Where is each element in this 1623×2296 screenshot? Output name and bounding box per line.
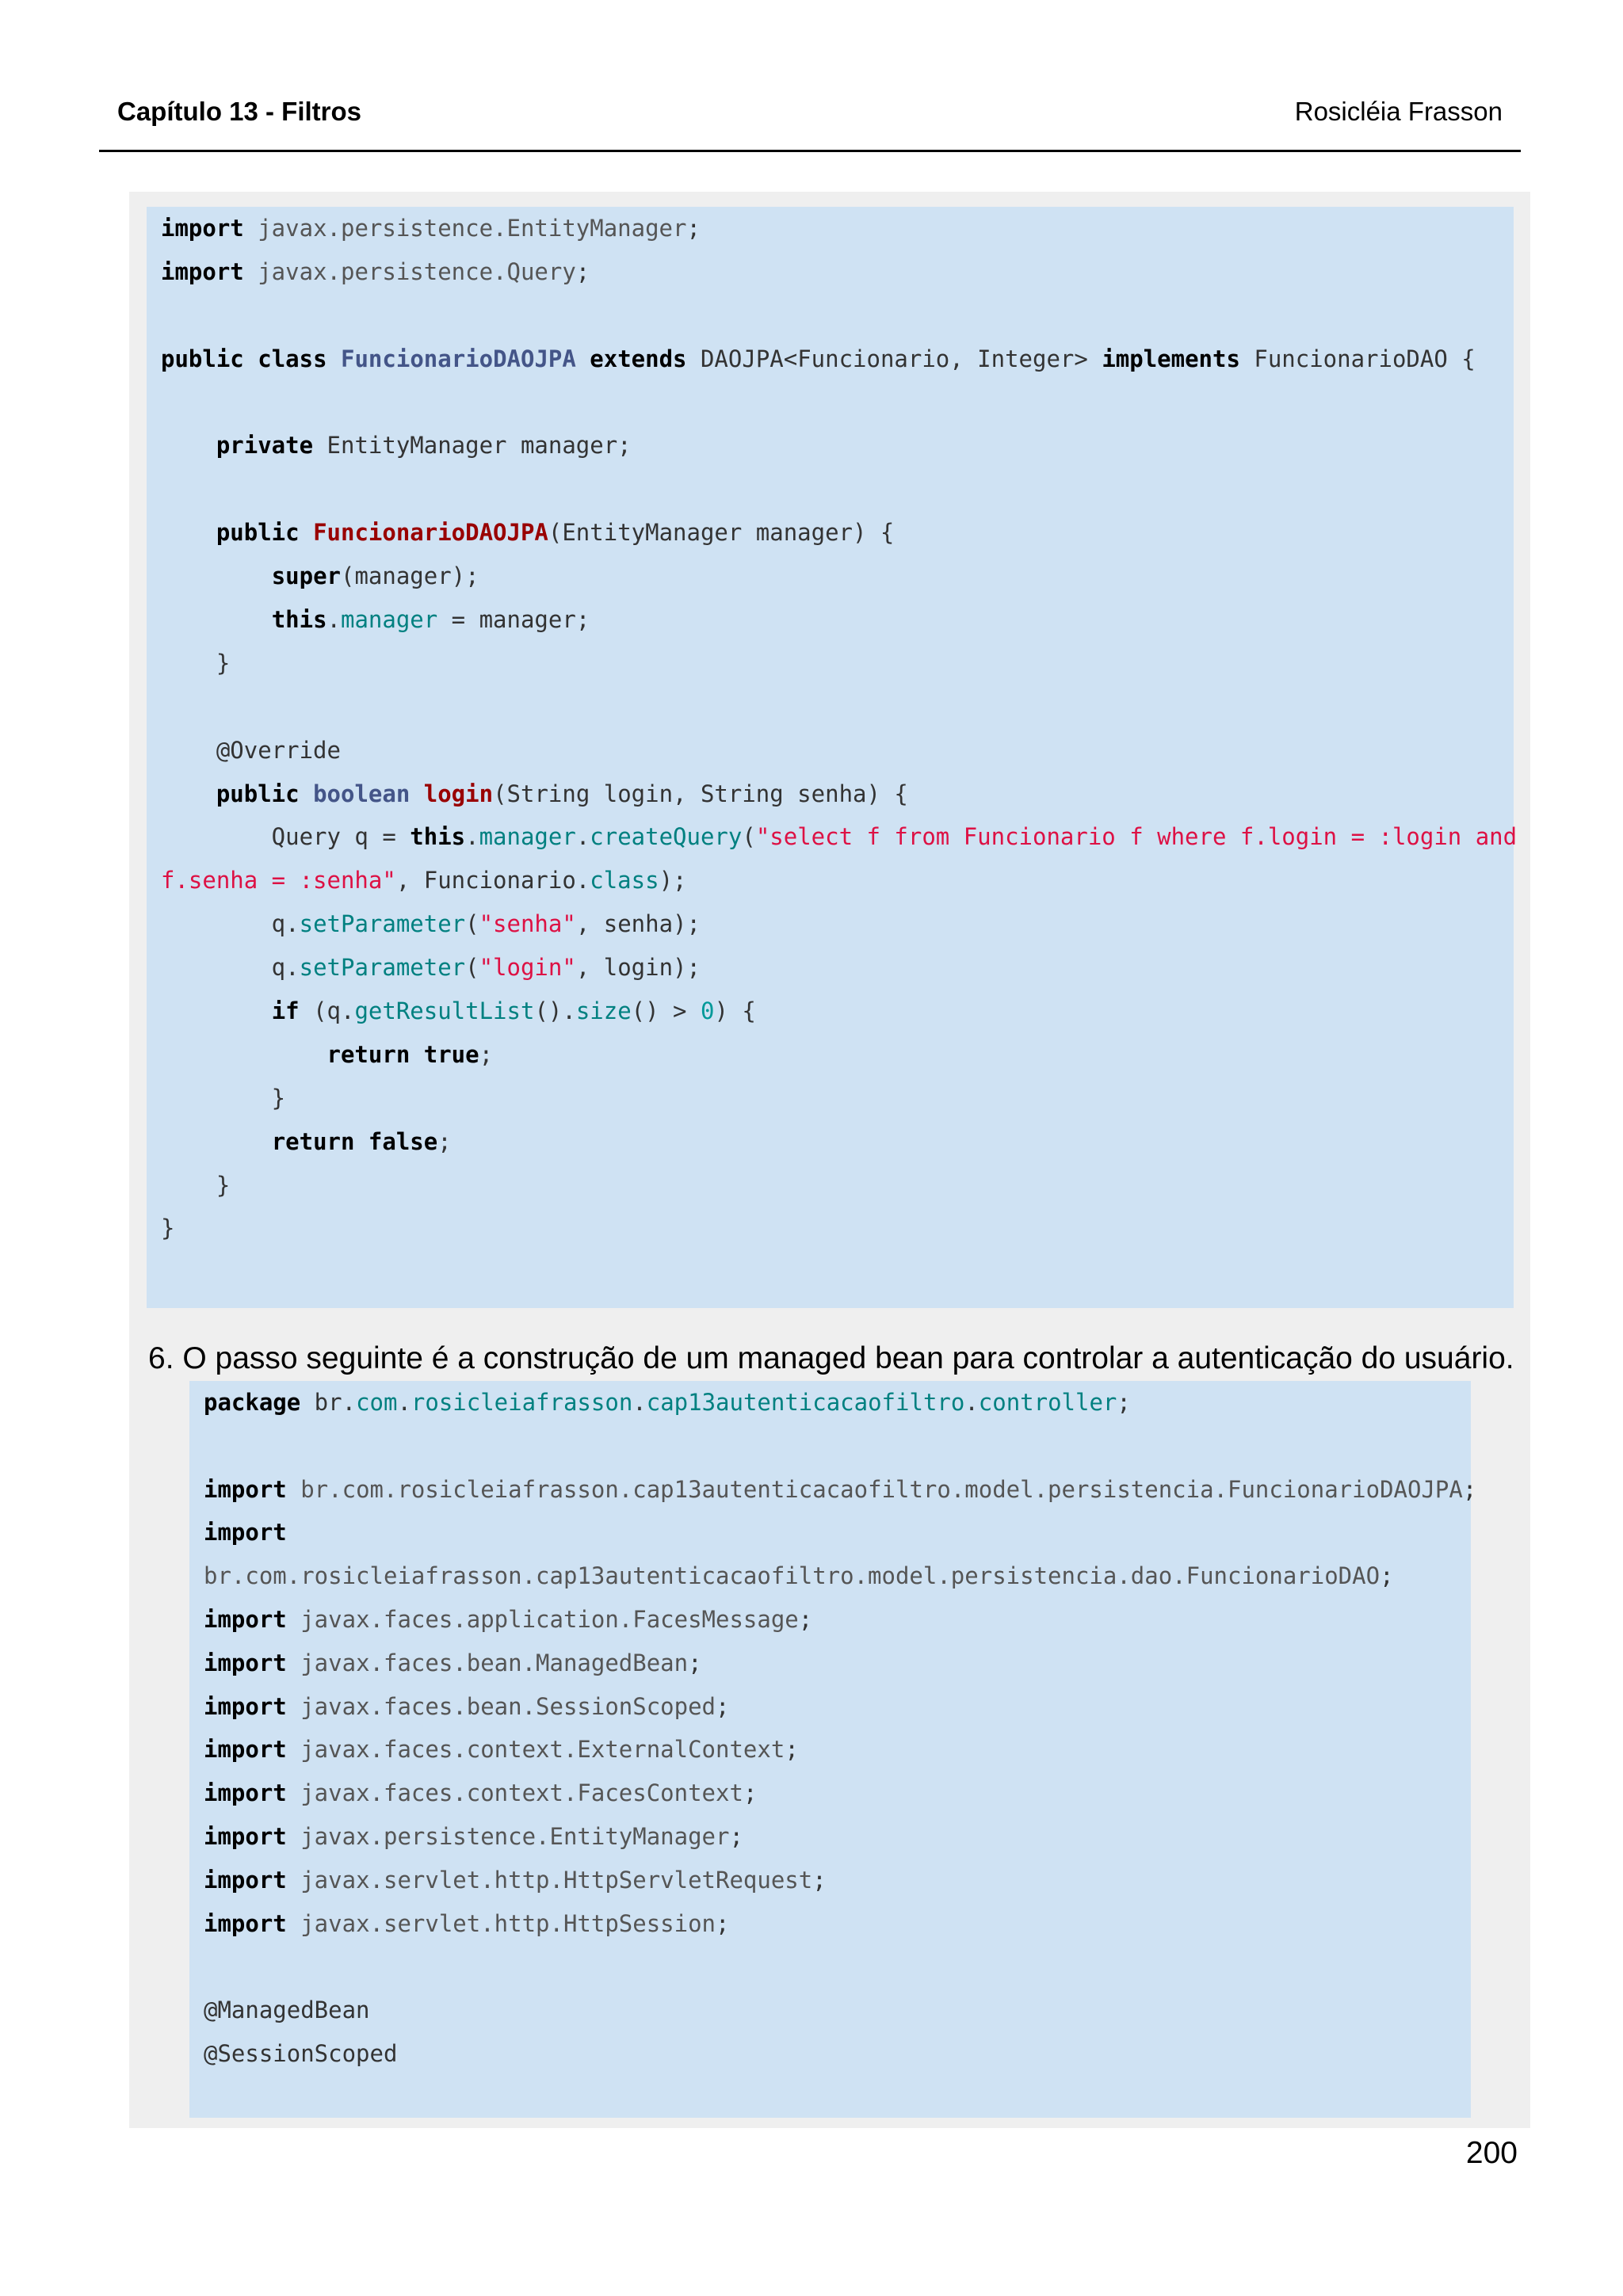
chapter-title: Capítulo 13 - Filtros [117,97,362,126]
code-token: ; [686,215,701,242]
page-number: 200 [1465,2136,1518,2170]
code-token: extends [590,345,687,372]
code-token: javax.servlet.http.HttpServletRequest [286,1866,813,1894]
code-token: ; [729,1822,743,1850]
code-line [161,1033,1514,1077]
code-token: "select f from Funcionario f where f.login = :login and [755,823,1518,851]
code-token: public [161,345,244,372]
code-token: return [327,1040,411,1068]
code-token: private [216,432,314,460]
code-token: false [368,1127,438,1155]
code-line [161,555,1514,598]
code-token: ); [659,867,687,894]
code-line [204,1902,1471,1946]
code-line [204,2032,1471,2076]
code-token: javax.faces.bean.ManagedBean [286,1649,689,1676]
code-line [204,1685,1471,1729]
code-token: controller [978,1389,1117,1416]
code-line [204,1859,1471,1902]
code-token: , senha); [575,910,701,938]
code-token: setParameter [299,910,466,938]
code-token: package [204,1389,301,1416]
code-token: DAOJPA<Funcionario, Integer> [686,345,1102,372]
code-token [161,780,216,807]
code-token: boolean [313,780,411,807]
code-line [161,467,1514,511]
code-token: } [161,1215,175,1242]
code-token: size [575,997,632,1025]
code-line [161,859,1514,902]
code-line [204,1772,1471,1815]
code-token: . [465,823,479,851]
code-token: ) { [714,997,756,1025]
code-token: "senha" [479,910,576,938]
code-token: . [397,1389,411,1416]
code-token: getResultList [354,997,535,1025]
code-line [161,207,1514,250]
code-token: import [204,1475,287,1503]
code-token: ; [716,1909,730,1937]
code-line [161,902,1514,946]
code-token: ; [716,1692,730,1720]
step-instruction: 6. O passo seguinte é a construção de um managed bean para controlar a autenticação do usuário. [148,1341,1514,1375]
code-line [204,1554,1471,1598]
code-token [161,432,216,459]
code-line [161,642,1514,685]
code-line [161,1120,1514,1164]
code-token: ; [1117,1389,1131,1416]
code-line [161,598,1514,642]
code-token: . [964,1389,979,1416]
code-token: javax.faces.context.ExternalContext [286,1736,785,1764]
code-line [161,338,1514,381]
code-token: javax.persistence.Query [243,257,576,285]
code-line [161,511,1514,555]
code-line [204,1511,1471,1554]
code-line [204,1815,1471,1859]
code-line [161,772,1514,816]
code-token: import [161,215,244,242]
code-token [354,1128,368,1155]
code-block-funcionario-dao-jpa [147,207,1518,1308]
code-block-managed-bean [189,1381,1477,2118]
code-token [244,345,258,372]
code-token [161,519,216,546]
code-token: EntityManager manager; [313,432,632,460]
code-token: (EntityManager manager) { [548,519,895,547]
code-token: rosicleiafrasson [411,1389,633,1416]
code-token: manager [479,823,576,851]
code-token [410,780,423,807]
code-token: = manager; [437,606,590,634]
code-token: ( [465,910,479,938]
code-token [576,345,590,372]
code-token: manager [341,606,438,634]
code-token: ; [479,1040,494,1068]
code-line [204,1598,1471,1642]
code-token: , login); [575,954,701,982]
code-line [161,424,1514,467]
code-token: import [204,1866,287,1894]
code-line [161,685,1514,729]
code-token: q. [161,954,300,982]
code-token: (). [534,997,576,1025]
code-token: javax.persistence.EntityManager [243,215,687,242]
code-token: ; [1380,1562,1394,1590]
code-token: import [204,1605,287,1633]
code-token [410,1041,423,1068]
code-token: javax.faces.application.FacesMessage [286,1605,799,1633]
code-token: com [356,1389,398,1416]
code-token: import [204,1649,287,1676]
code-token: implements [1102,345,1240,372]
code-line [204,1642,1471,1685]
code-token: . [632,1389,647,1416]
code-token: () > [631,997,701,1025]
code-token: br.com.rosicleiafrasson.cap13autenticacaofiltro.model.persistencia.FuncionarioDAOJPA [286,1475,1463,1503]
code-line [161,1077,1514,1120]
code-token: ; [575,257,590,285]
code-token: ; [688,1649,702,1676]
code-token: return [271,1127,355,1155]
code-token: javax.persistence.EntityManager [286,1822,730,1850]
code-token: , Funcionario. [395,867,590,894]
code-token: javax.servlet.http.HttpSession [286,1909,716,1937]
code-token: (manager); [341,563,479,590]
code-token: cap13autenticacaofiltro [646,1389,965,1416]
code-token: ( [465,954,479,982]
code-token: . [327,606,341,634]
code-line [204,1468,1477,1512]
code-token [161,606,272,633]
code-token [161,1128,272,1155]
code-token: Query q = [161,823,411,851]
code-token: (String login, String senha) { [493,780,908,807]
code-token: super [271,563,341,590]
code-token: ; [798,1605,813,1633]
code-token: javax.faces.bean.SessionScoped [286,1692,716,1720]
code-token [161,563,272,589]
code-line [161,381,1514,425]
code-token: javax.faces.context.FacesContext [286,1779,743,1807]
code-token: ; [743,1779,758,1807]
code-token: createQuery [590,823,743,851]
code-token: @Override [161,736,341,764]
code-token [300,780,313,807]
code-token: FuncionarioDAOJPA [313,519,548,547]
code-token [300,519,313,546]
code-token: ; [1462,1475,1477,1503]
page-header [117,93,1503,133]
code-token: @SessionScoped [204,2039,398,2067]
code-token: import [204,1909,287,1937]
code-token: import [204,1736,287,1764]
code-token: class [258,345,327,372]
code-token: br.com.rosicleiafrasson.cap13autenticacaofiltro.model.persistencia.dao.FuncionarioDAO [204,1562,1381,1590]
code-token: ; [812,1866,827,1894]
code-token [161,997,272,1024]
author-name: Rosicléia Frasson [1294,97,1503,126]
code-token: ; [437,1127,452,1155]
header-divider [99,150,1521,152]
code-token: FuncionarioDAOJPA [341,345,576,372]
code-line [161,815,1518,859]
code-token: public [216,780,300,807]
code-token: import [204,1779,287,1807]
code-line [204,1425,1471,1468]
code-token: @ManagedBean [204,1997,370,2024]
code-line [161,729,1514,772]
code-line [161,946,1514,990]
code-token: setParameter [299,954,466,982]
code-token: } [161,1171,231,1199]
code-token: br. [300,1389,357,1416]
code-token: import [204,1519,287,1547]
code-token [161,1041,327,1068]
code-line [161,990,1514,1033]
code-token: login [423,780,494,807]
code-token: this [271,606,327,634]
code-token: } [161,1084,286,1112]
code-line [161,1164,1514,1207]
code-token: import [204,1822,287,1850]
code-token [327,345,341,372]
code-token: "login" [479,954,576,982]
code-token: public [216,519,300,547]
code-token: (q. [299,997,355,1025]
code-token: ( [742,823,756,851]
code-token: q. [161,910,300,938]
code-token: ; [785,1736,799,1764]
code-line [161,250,1514,294]
code-token: true [423,1040,479,1068]
code-token: import [204,1692,287,1720]
code-line [204,1945,1471,1989]
code-token: . [575,823,590,851]
code-line [161,1207,1514,1250]
code-line [161,294,1514,338]
code-line [204,1728,1471,1772]
code-token: class [590,867,659,894]
code-token: 0 [700,997,715,1025]
code-token: } [161,649,231,677]
code-token: FuncionarioDAO { [1239,345,1476,372]
code-token: import [161,257,244,285]
code-token: f.senha = :senha" [161,867,396,894]
code-line [204,1989,1471,2032]
code-token: this [410,823,466,851]
code-token: if [271,997,300,1025]
code-line [204,1381,1471,1425]
